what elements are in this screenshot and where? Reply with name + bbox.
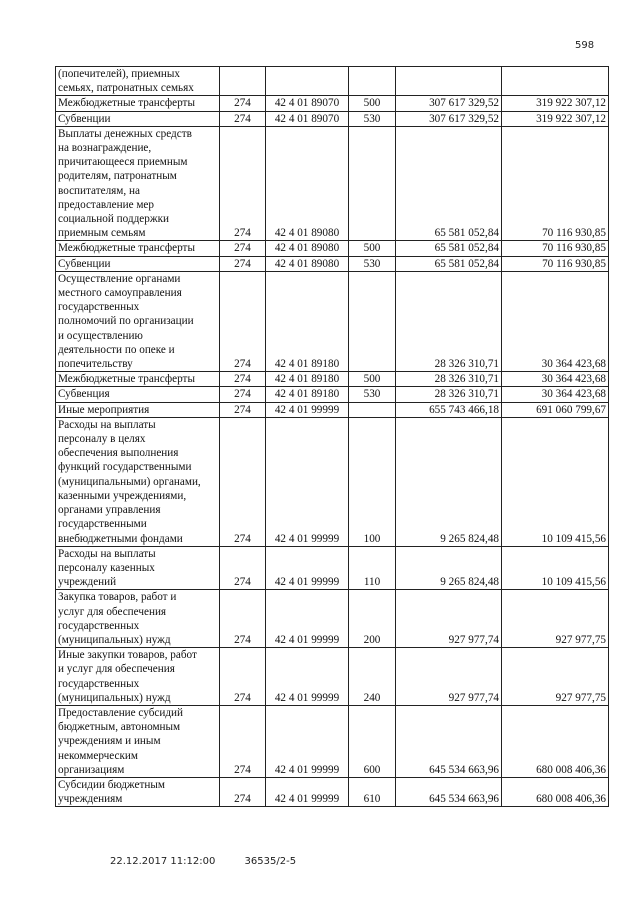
amount-year2-cell: 70 116 930,85 — [502, 241, 609, 256]
amount-year2-cell: 10 109 415,56 — [502, 417, 609, 546]
amount-year1-cell: 927 977,74 — [396, 590, 502, 648]
department-code-cell: 274 — [220, 705, 266, 777]
amount-year1-cell: 655 743 466,18 — [396, 402, 502, 417]
expense-name-cell: Выплаты денежных средств на вознаграждение, причитающееся приемным родителям, патронатным воспитателям, на предоставление мер социальной поддержки приемным семьям — [56, 126, 220, 241]
expense-name-cell: Иные закупки товаров, работ и услуг для обеспечения государственных (муниципальных) нужд — [56, 648, 220, 706]
amount-year1-cell: 28 326 310,71 — [396, 271, 502, 371]
department-code-cell: 274 — [220, 241, 266, 256]
target-article-cell: 42 4 01 89080 — [266, 241, 349, 256]
expense-name-cell: (попечителей), приемных семьях, патронатных семьях — [56, 67, 220, 96]
target-article-cell: 42 4 01 89180 — [266, 387, 349, 402]
table-row — [56, 417, 609, 546]
department-code-cell: 274 — [220, 648, 266, 706]
expense-name-cell: Осуществление органами местного самоуправления государственных полномочий по организации и осуществлению деятельности по опеке и попечительству — [56, 271, 220, 371]
expense-name-cell: Субвенция — [56, 387, 220, 402]
amount-year1-cell: 28 326 310,71 — [396, 372, 502, 387]
department-code-cell: 274 — [220, 372, 266, 387]
amount-year1-cell: 65 581 052,84 — [396, 256, 502, 271]
expense-type-cell: 530 — [349, 256, 396, 271]
expense-name-cell: Межбюджетные трансферты — [56, 96, 220, 111]
print-timestamp: 22.12.2017 11:12:00 — [110, 856, 216, 867]
table-row — [56, 648, 609, 706]
amount-year1-cell — [396, 67, 502, 96]
amount-year2-cell: 70 116 930,85 — [502, 256, 609, 271]
target-article-cell: 42 4 01 99999 — [266, 546, 349, 590]
target-article-cell: 42 4 01 89080 — [266, 256, 349, 271]
table-row — [56, 96, 609, 111]
table-row — [56, 387, 609, 402]
amount-year1-cell: 927 977,74 — [396, 648, 502, 706]
amount-year2-cell: 30 364 423,68 — [502, 271, 609, 371]
page-footer — [110, 856, 322, 867]
amount-year2-cell: 927 977,75 — [502, 590, 609, 648]
expense-type-cell: 500 — [349, 96, 396, 111]
expense-name-cell: Закупка товаров, работ и услуг для обеспечения государственных (муниципальных) нужд — [56, 590, 220, 648]
table-row — [56, 256, 609, 271]
amount-year1-cell: 645 534 663,96 — [396, 705, 502, 777]
target-article-cell — [266, 67, 349, 96]
department-code-cell: 274 — [220, 417, 266, 546]
amount-year1-cell: 307 617 329,52 — [396, 96, 502, 111]
expense-type-cell — [349, 271, 396, 371]
table-row — [56, 271, 609, 371]
table-row — [56, 777, 609, 806]
expense-type-cell: 240 — [349, 648, 396, 706]
target-article-cell: 42 4 01 99999 — [266, 402, 349, 417]
department-code-cell: 274 — [220, 271, 266, 371]
table-row — [56, 705, 609, 777]
department-code-cell: 274 — [220, 402, 266, 417]
amount-year1-cell: 28 326 310,71 — [396, 387, 502, 402]
amount-year2-cell — [502, 67, 609, 96]
page-number: 598 — [575, 40, 595, 51]
amount-year1-cell: 9 265 824,48 — [396, 417, 502, 546]
budget-table-body — [56, 67, 609, 807]
expense-type-cell: 100 — [349, 417, 396, 546]
amount-year2-cell: 70 116 930,85 — [502, 126, 609, 241]
target-article-cell: 42 4 01 89180 — [266, 271, 349, 371]
amount-year2-cell: 691 060 799,67 — [502, 402, 609, 417]
department-code-cell: 274 — [220, 111, 266, 126]
table-row — [56, 402, 609, 417]
amount-year2-cell: 680 008 406,36 — [502, 705, 609, 777]
expense-name-cell: Предоставление субсидий бюджетным, автономным учреждениям и иным некоммерческим организациям — [56, 705, 220, 777]
expense-type-cell — [349, 126, 396, 241]
amount-year2-cell: 30 364 423,68 — [502, 387, 609, 402]
department-code-cell — [220, 67, 266, 96]
table-row — [56, 372, 609, 387]
expense-type-cell: 610 — [349, 777, 396, 806]
target-article-cell: 42 4 01 89180 — [266, 372, 349, 387]
expense-name-cell: Межбюджетные трансферты — [56, 241, 220, 256]
amount-year2-cell: 927 977,75 — [502, 648, 609, 706]
table-row — [56, 111, 609, 126]
amount-year2-cell: 10 109 415,56 — [502, 546, 609, 590]
expense-name-cell: Иные мероприятия — [56, 402, 220, 417]
department-code-cell: 274 — [220, 126, 266, 241]
table-row — [56, 126, 609, 241]
expense-name-cell: Межбюджетные трансферты — [56, 372, 220, 387]
amount-year2-cell: 30 364 423,68 — [502, 372, 609, 387]
expense-type-cell: 530 — [349, 111, 396, 126]
expense-type-cell: 600 — [349, 705, 396, 777]
expense-type-cell — [349, 402, 396, 417]
table-row — [56, 590, 609, 648]
expense-type-cell: 110 — [349, 546, 396, 590]
expense-type-cell: 500 — [349, 241, 396, 256]
department-code-cell: 274 — [220, 387, 266, 402]
department-code-cell: 274 — [220, 777, 266, 806]
target-article-cell: 42 4 01 89080 — [266, 126, 349, 241]
expense-name-cell: Субвенции — [56, 111, 220, 126]
amount-year2-cell: 319 922 307,12 — [502, 111, 609, 126]
amount-year1-cell: 9 265 824,48 — [396, 546, 502, 590]
target-article-cell: 42 4 01 89070 — [266, 96, 349, 111]
table-row — [56, 546, 609, 590]
expense-name-cell: Субсидии бюджетным учреждениям — [56, 777, 220, 806]
expense-type-cell — [349, 67, 396, 96]
amount-year1-cell: 65 581 052,84 — [396, 241, 502, 256]
expense-type-cell: 500 — [349, 372, 396, 387]
expense-type-cell: 530 — [349, 387, 396, 402]
amount-year2-cell: 319 922 307,12 — [502, 96, 609, 111]
target-article-cell: 42 4 01 99999 — [266, 417, 349, 546]
table-row — [56, 241, 609, 256]
target-article-cell: 42 4 01 89070 — [266, 111, 349, 126]
expense-name-cell: Расходы на выплаты персоналу в целях обеспечения выполнения функций государственными (муниципальными) органами, казенными учреждениями, органами управления государственными внебюджетными фондами — [56, 417, 220, 546]
department-code-cell: 274 — [220, 96, 266, 111]
expense-type-cell: 200 — [349, 590, 396, 648]
target-article-cell: 42 4 01 99999 — [266, 648, 349, 706]
document-code: 36535/2-5 — [244, 856, 297, 867]
target-article-cell: 42 4 01 99999 — [266, 590, 349, 648]
table-row — [56, 67, 609, 96]
department-code-cell: 274 — [220, 590, 266, 648]
amount-year1-cell: 65 581 052,84 — [396, 126, 502, 241]
target-article-cell: 42 4 01 99999 — [266, 777, 349, 806]
department-code-cell: 274 — [220, 256, 266, 271]
target-article-cell: 42 4 01 99999 — [266, 705, 349, 777]
expense-name-cell: Субвенции — [56, 256, 220, 271]
amount-year1-cell: 307 617 329,52 — [396, 111, 502, 126]
expense-name-cell: Расходы на выплаты персоналу казенных учреждений — [56, 546, 220, 590]
amount-year2-cell: 680 008 406,36 — [502, 777, 609, 806]
amount-year1-cell: 645 534 663,96 — [396, 777, 502, 806]
budget-table — [55, 66, 609, 807]
department-code-cell: 274 — [220, 546, 266, 590]
